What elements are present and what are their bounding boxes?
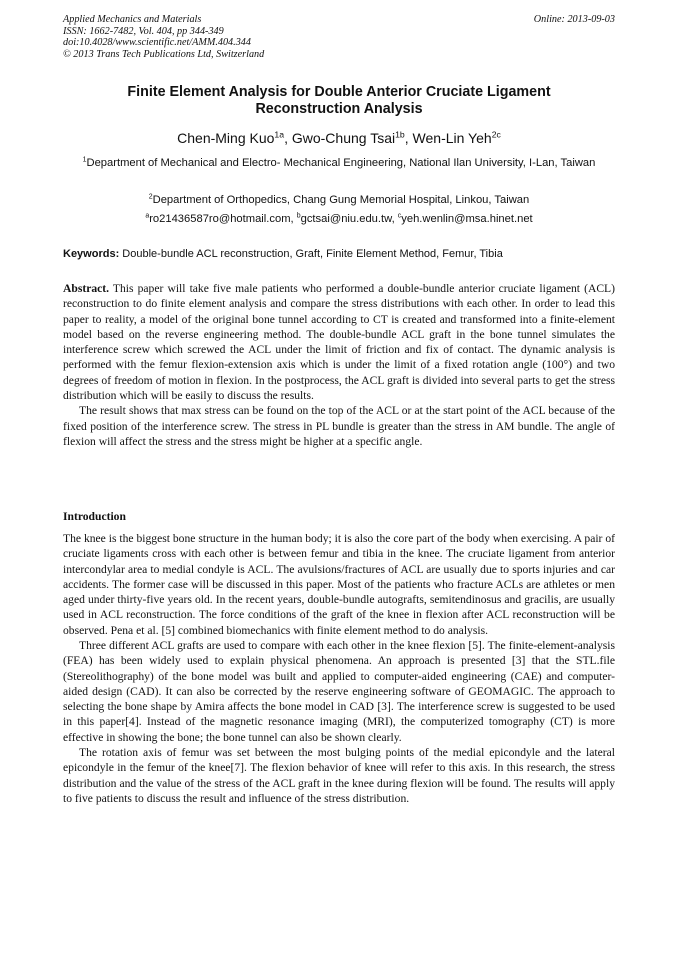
body-paragraph: The rotation axis of femur was set between the most bulging points of the medial epicondyle and the lateral epicondyle in the femur of the knee[7]. The flexion behavior of knee will refer to this axis. In this research, the stress distribution and the value of the stress of the ACL graft in the knee during flexion will be found. The results will apply to five patients to discuss the result and influence of the stress distribution. [63, 745, 615, 805]
author-affiliation-mark: 2c [491, 129, 501, 140]
email-mark: c [397, 212, 402, 220]
body-paragraph: The knee is the biggest bone structure in the human body; it is also the core part of the body when exercising. A pair of cruciate ligaments cross with each other is between femur and tibia in the knee. The cruciate ligament from anterior intercondylar area to medial condyle is ACL. The avulsions/fractures of ACL are usually due to sports injuries and car accidents. The former case will be discussed in this paper. Most of the patients who fracture ACLs are athletes or men aged under thirty-five years old. In the recent years, double-bundle autografts, semitendinosus and gracilis, are usually used in ACL reconstruction. The force conditions of the graft of the knee in flexion after ACL reconstruction will be observed. Pena et al. [5] combined biomechanics with finite element method to do analysis. [63, 532, 615, 637]
email-separator: , [290, 213, 297, 225]
affiliation-1 [63, 156, 615, 171]
title-line-2: Reconstruction Analysis [255, 101, 423, 117]
author-emails [63, 212, 615, 227]
running-header [63, 14, 615, 60]
author-separator: , [404, 130, 413, 146]
author-affiliation-mark: 1a [274, 129, 285, 140]
abstract-section [63, 281, 615, 449]
doi-line: doi:10.4028/www.scientific.net/AMM.404.344 [63, 37, 251, 49]
author-name: Chen-Ming Kuo [177, 130, 275, 146]
introduction-section [63, 531, 615, 806]
section-heading: Introduction [63, 510, 126, 523]
email-mark: a [145, 212, 150, 220]
abstract-paragraph [63, 281, 615, 403]
issn-line: ISSN: 1662-7482, Vol. 404, pp 344-349 [63, 25, 224, 37]
keywords [63, 247, 615, 261]
author-list [63, 130, 615, 147]
publication-info [63, 14, 615, 60]
affiliation-mark: 1 [82, 156, 87, 164]
keywords-label: Keywords: [63, 248, 120, 260]
email-address: ro21436587ro@hotmail.com [149, 213, 291, 225]
email-address: gctsai@niu.edu.tw [300, 213, 392, 225]
title-line-1: Finite Element Analysis for Double Anterior Cruciate Ligament [127, 84, 551, 100]
email-address: yeh.wenlin@msa.hinet.net [401, 213, 533, 225]
email-mark: b [296, 212, 301, 220]
abstract-label: Abstract. [63, 282, 110, 295]
body-paragraph: Three different ACL grafts are used to compare with each other in the knee flexion [5]. The finite-element-analysis (FEA) has been widely used to explain physical phenomena. An approach is presented [3] that the STL.file (Stereolithography) of the bone model was built and applied to computer-aided engineering (CAE) and computer-aided design (CAD). It can also be corrected by the reserve engineering software of GEOMAGIC. The approach to selecting the bone shape by Amira affects the bone model in CAD [3]. The interference screw is suggested to be used in this paper[4]. Instead of the magnetic resonance imaging (MRI), the computerized tomography (CT) is more effective in showing the bone; the bone tunnel can also be shown clearly. [63, 638, 615, 744]
author-name: Gwo-Chung Tsai [291, 130, 396, 146]
affiliation-2 [63, 193, 615, 208]
author-separator: , [284, 130, 292, 146]
abstract-paragraph: The result shows that max stress can be found on the top of the ACL or at the start point of the ACL because of the fixed position of the interference screw. The stress in PL bundle is greater than the stress in AM bundle. The angle of flexion will affect the stress and the stress might be higher at a specific angle. [63, 404, 615, 448]
abstract-text: This paper will take five male patients who performed a double-bundle anterior cruciate ligament (ACL) reconstruction to do finite element analysis and compare the stress distributions with each other. In order to lead this paper to reality, a model of the original bone tunnel according to CT is created and transformed into a finite-element model based on the reverse engineering method. The double-bundle ACL graft in the bone tunnel simulates the interference screw which screwed the ACL under the limit of friction and fix of contact. The dynamic analysis is performed with the femur flexion-extension axis which is under the limit of a fixed rotation angle (100°) and two degrees of freedom of motion in flexion. In the postprocess, the ACL graft is divided into several parts to get the stress distribution which will be easily to discuss the results. [63, 282, 615, 402]
author-name: Wen-Lin Yeh [412, 130, 492, 146]
online-date: Online: 2013-09-03 [533, 14, 615, 25]
affiliation-text: Department of Orthopedics, Chang Gung Memorial Hospital, Linkou, Taiwan [152, 194, 530, 206]
copyright-line: © 2013 Trans Tech Publications Ltd, Switzerland [63, 48, 265, 60]
email-separator: , [391, 213, 398, 225]
affiliation-text: Department of Mechanical and Electro- Mechanical Engineering, National Ilan University, I-Lan, Taiwan [86, 157, 596, 169]
author-affiliation-mark: 1b [395, 129, 405, 140]
paper-title [63, 84, 615, 118]
journal-name: Applied Mechanics and Materials [63, 14, 202, 25]
affiliation-mark: 2 [148, 193, 153, 201]
keywords-text: Double-bundle ACL reconstruction, Graft, Finite Element Method, Femur, Tibia [119, 248, 503, 260]
